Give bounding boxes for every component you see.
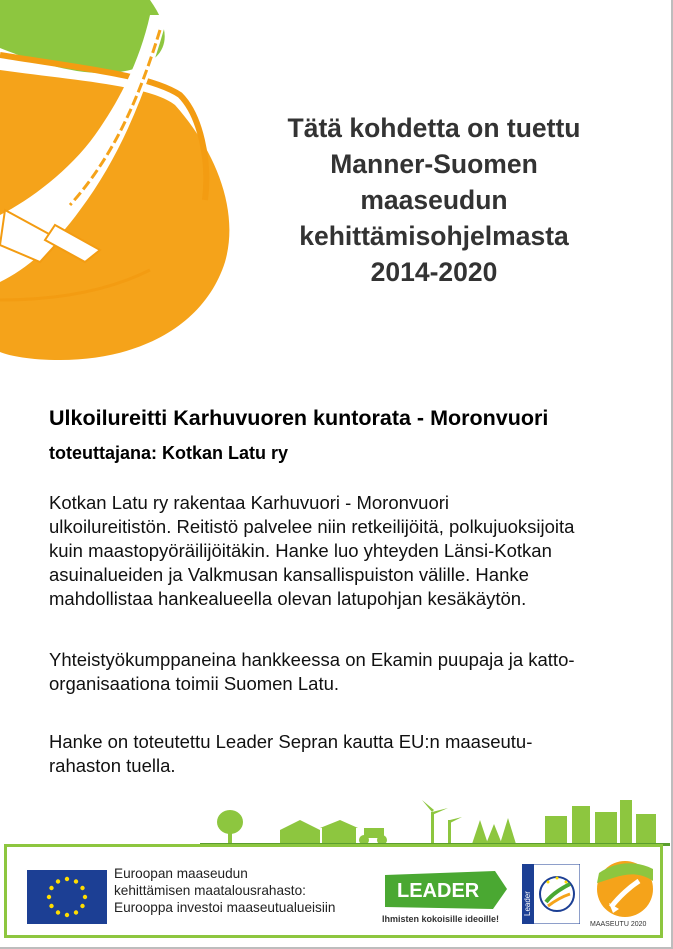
paragraph-line: mahdollistaa hankealueella olevan latupohjan kesäkäytön. [49,588,527,609]
leader-eu-vertical: Leader [523,891,532,916]
leader-logo-icon [383,869,509,913]
paragraph-line: Hanke on toteutettu Leader Sepran kautta EU:n maaseutu- [49,731,533,752]
headline-line-3: maaseudun [360,185,508,215]
partners-paragraph [49,648,575,696]
leader-tagline: Ihmisten kokoisille ideoille! [382,914,500,924]
headline-line-1: Tätä kohdetta on tuettu [287,113,581,143]
paragraph-line: organisaationa toimii Suomen Latu. [49,673,340,694]
description-paragraph [49,491,574,611]
eu-fund-text [114,865,335,916]
maaseutu-label: MAASEUTU 2020 [590,921,647,928]
headline-line-5: 2014-2020 [370,257,498,287]
eu-fund-line: Eurooppa investoi maaseutualueisiin [114,900,336,915]
funding-headline [248,110,620,290]
paragraph-line: ulkoilureitistön. Reitistö palvelee niin retkeilijöitä, polkujuoksijoita [49,516,575,537]
paragraph-line: Yhteistyökumppaneina hankkeessa on Ekamin puupaja ja katto- [49,649,575,670]
leader-logo-text: LEADER [397,880,480,902]
project-title: Ulkoilureitti Karhuvuoren kuntorata - Moronvuori [49,406,549,430]
eu-flag-icon [27,870,107,924]
paragraph-line: asuinalueiden ja Valkmusan kansallispuiston välille. Hanke [49,564,529,585]
rural-landscape-icon [200,800,670,846]
maaseutu-2020-icon [593,859,657,921]
eu-fund-line: Euroopan maaseudun [114,866,248,881]
project-implementer: toteuttajana: Kotkan Latu ry [49,443,289,463]
eu-fund-line: kehittämisen maatalousrahasto: [114,883,306,898]
paragraph-line: Kotkan Latu ry rakentaa Karhuvuori - Moronvuori [49,492,450,513]
orange-road-swoosh-icon [0,0,240,365]
leader-eu-icon [522,864,580,924]
paragraph-line: rahaston tuella. [49,755,176,776]
paragraph-line: kuin maastopyöräilijöitäkin. Hanke luo yhteyden Länsi-Kotkan [49,540,552,561]
headline-line-2: Manner-Suomen [330,149,538,179]
footer-logo-bar [4,844,663,938]
headline-line-4: kehittämisohjelmasta [299,221,569,251]
funding-paragraph [49,730,532,778]
